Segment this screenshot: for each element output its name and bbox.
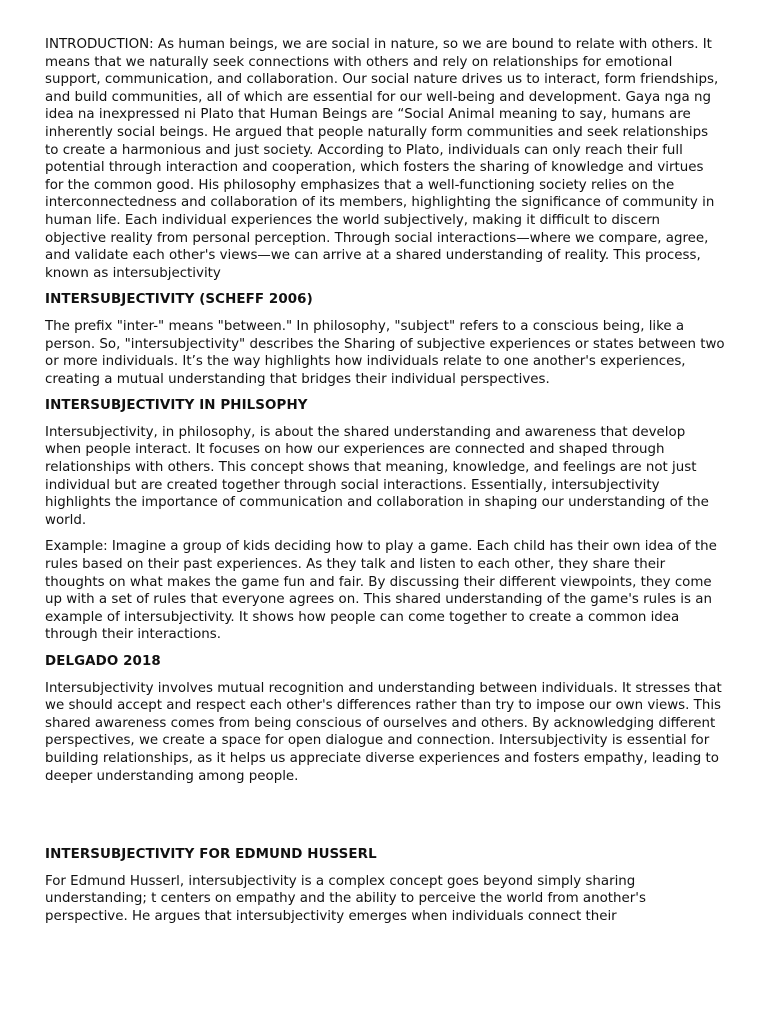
document-page xyxy=(45,36,725,935)
scheff-paragraph: The prefix "inter-" means "between." In philosophy, "subject" refers to a conscious being, like a person. So, "intersubjectivity" describes the Sharing of subjective experiences or states between two or more individuals. It’s the way highlights how individuals relate to one another's experiences, creating a mutual understanding that bridges their individual perspectives. xyxy=(45,318,725,387)
section-heading-husserl: INTERSUBJECTIVITY FOR EDMUND HUSSERL xyxy=(45,847,377,863)
blank-space xyxy=(45,794,725,846)
husserl-paragraph: For Edmund Husserl, intersubjectivity is a complex concept goes beyond simply sharing understanding; t centers on empathy and the ability to perceive the world from another's perspective. He argues that intersubjectivity emerges when individuals connect their xyxy=(45,873,646,924)
intro-paragraph: INTRODUCTION: As human beings, we are social in nature, so we are bound to relate with others. It means that we naturally seek connections with others and rely on relationships for emotional support, communication, and collaboration. Our social nature drives us to interact, form friendships, and build communities, all of which are essential for our well-being and development. Gaya nga ng idea na inexpressed ni Plato that Human Beings are “Social Animal meaning to say, humans are inherently social beings. He argued that people naturally form communities and seek relationships to create a harmonious and just society. According to Plato, individuals can only reach their full potential through interaction and cooperation, which fosters the sharing of knowledge and virtues for the common good. His philosophy emphasizes that a well-functioning society relies on the interconnectedness and collaboration of its members, highlighting the significance of community in human life. Each individual experiences the world subjectively, making it difficult to discern objective reality from personal perception. Through social interactions—where we compare, agree, and validate each other's views—we can arrive at a shared understanding of reality. This process, known as intersubjectivity xyxy=(45,37,719,281)
section-heading-delgado: DELGADO 2018 xyxy=(45,654,161,669)
philosophy-paragraph: Intersubjectivity, in philosophy, is about the shared understanding and awareness that develop when people interact. It focuses on how our experiences are connected and shaped through relationships with others. This concept shows that meaning, knowledge, and feelings are not just individual but are created together through social interactions. Essentially, intersubjectivity highlights the importance of communication and collaboration in shaping our understanding of the world. xyxy=(45,424,709,528)
delgado-paragraph: Intersubjectivity involves mutual recognition and understanding between individuals. It stresses that we should accept and respect each other's differences rather than try to impose our own views. This shared awareness comes from being conscious of ourselves and others. By acknowledging different perspectives, we create a space for open dialogue and connection. Intersubjectivity is essential for building relationships, as it helps us appreciate diverse experiences and fosters empathy, leading to deeper understanding among people. xyxy=(45,680,722,784)
example-paragraph: Example: Imagine a group of kids deciding how to play a game. Each child has their own idea of the rules based on their past experiences. As they talk and listen to each other, they share their thoughts on what makes the game fun and fair. By discussing their different viewpoints, they come up with a set of rules that everyone agrees on. This shared understanding of the game's rules is an example of intersubjectivity. It shows how people can come together to create a common idea through their interactions. xyxy=(45,539,717,643)
section-heading-philosophy: INTERSUBJECTIVITY IN PHILSOPHY xyxy=(45,398,308,414)
section-heading-scheff: INTERSUBJECTIVITY (SCHEFF 2006) xyxy=(45,292,313,308)
